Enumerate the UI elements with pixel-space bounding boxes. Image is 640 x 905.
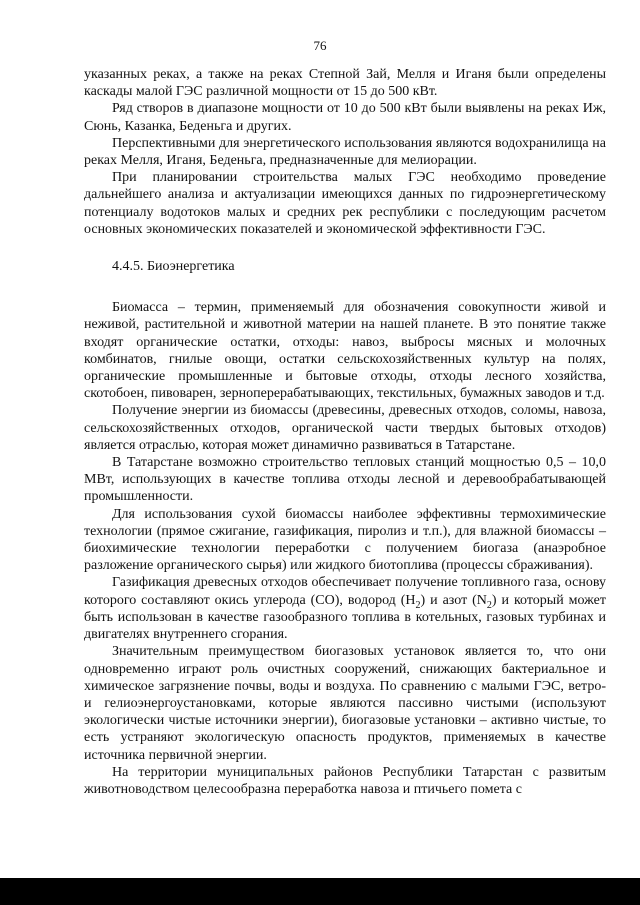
text-run: ) и азот (N — [420, 592, 487, 608]
paragraph: Получение энергии из биомассы (древесины, древесных отходов, соломы, навоза, сельскохозяйственных отходов, органической части твердых бытовых отходов) является отраслью, которая может динамично развиваться в Татарстане. — [84, 403, 606, 453]
paragraph: Для использования сухой биомассы наиболее эффективны термохимические технологии (прямое сжигание, газификация, пиролиз и т.п.), для влажной биомассы – биохимические технологии переработки с получением биогаза (анаэробное разложение органического сырья) или жидкого биотоплива (процессы сбраживания). — [84, 506, 606, 574]
page-number: 76 — [313, 38, 327, 53]
paragraph: На территории муниципальных районов Республики Татарстан с развитым животноводством целесообразна переработка навоза и птичьего помета с — [84, 764, 606, 797]
paragraph: Значительным преимуществом биогазовых установок является то, что они одновременно играют роль очистных сооружений, снижающих бактериальное и химическое загрязнение почвы, воды и воздуха. По сравнению с малыми ГЭС, ветро- и гелиоэнергоустановками, которые являются пассивно чистыми (используют экологически чистые источники энергии), биогазовые установки – активно чистые, то есть устраняют экологическую опасность продуктов, применяемых в качестве источника первичной энергии. — [84, 644, 606, 763]
scan-bottom-edge — [0, 878, 640, 905]
paragraph-gasification — [84, 574, 606, 643]
document-body — [84, 66, 606, 798]
paragraph: Биомасса – термин, применяемый для обозначения совокупности живой и неживой, растительной и животной материи на нашей планете. В это понятие также входят органические остатки, отходы: навоз, выбросы мясных и молочных комбинатов, гнилые овощи, остатки сельскохозяйственных культур на полях, органические промышленные и бытовые отходы, отходы лесного хозяйства, скотобоен, пивоварен, зерноперерабатывающих, текстильных, бумажных заводов и т.д. — [84, 300, 606, 402]
paragraph: В Татарстане возможно строительство тепловых станций мощностью 0,5 – 10,0 МВт, использующих в качестве топлива отходы лесной и деревообрабатывающей промышленности. — [84, 455, 606, 505]
paragraph: Перспективными для энергетического использования являются водохранилища на реках Мелля, Иганя, Беденьга, предназначенные для мелиорации. — [84, 135, 606, 169]
text-run: Газификация древесных отходов обеспечивает получение топливного газа, основу которого составляют окись углерода (CO), водород (H — [84, 575, 606, 608]
section-heading: 4.4.5. Биоэнергетика — [112, 259, 235, 275]
subscript: 2 — [486, 599, 492, 611]
subscript: 2 — [415, 599, 421, 611]
paragraph: При планировании строительства малых ГЭС необходимо проведение дальнейшего анализа и актуализации имеющихся данных по гидроэнергетическому потенциалу водотоков малых и средних рек республики с последующим расчетом основных экономических показателей и экономической эффективности ГЭС. — [84, 170, 606, 237]
paragraph: Ряд створов в диапазоне мощности от 10 до 500 кВт были выявлены на реках Иж, Сюнь, Казанка, Беденьга и других. — [84, 101, 606, 134]
text-run: ) и который может быть использован в качестве газообразного топлива в котельных, газовых турбинах и двигателях внутреннего сгорания. — [84, 592, 606, 643]
paragraph: указанных реках, а также на реках Степной Зай, Мелля и Иганя были определены каскады малой ГЭС различной мощности от 15 до 500 кВт. — [84, 67, 606, 100]
